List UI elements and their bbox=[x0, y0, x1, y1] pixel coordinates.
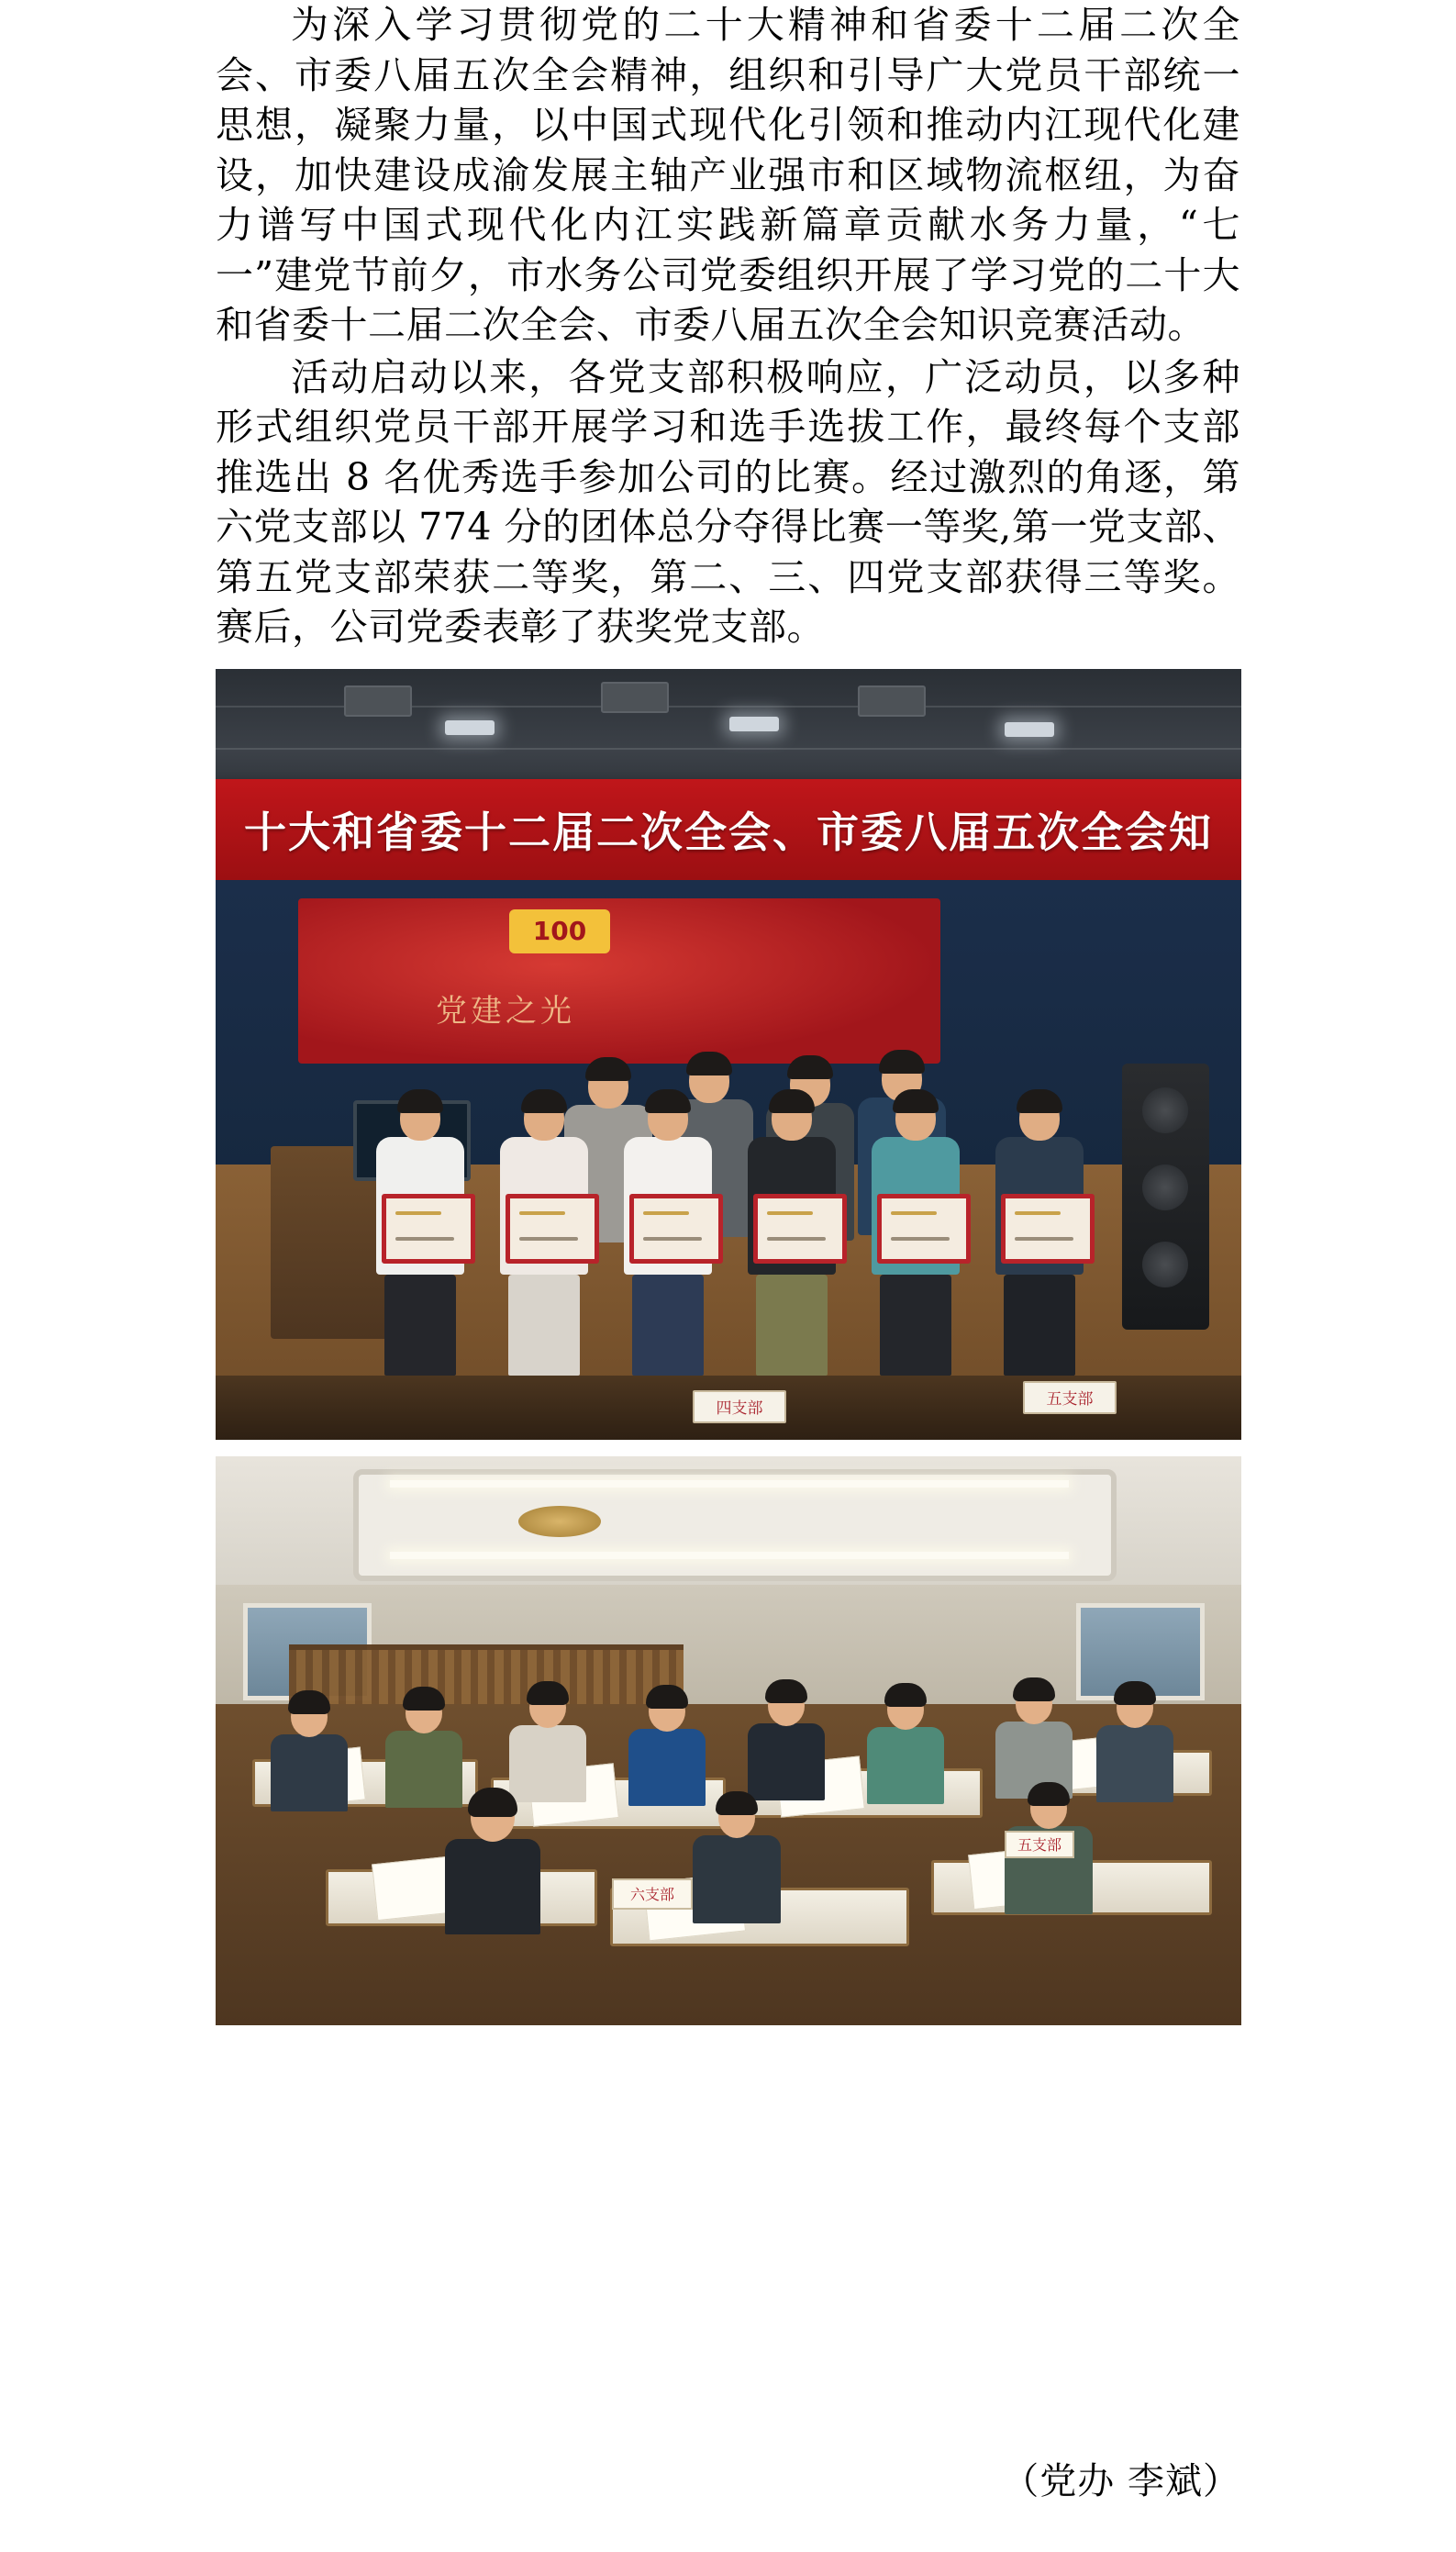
banner-text: 十大和省委十二届二次全会、市委八届五次全会知 bbox=[244, 807, 1213, 857]
certificate bbox=[382, 1194, 475, 1264]
stage-banner bbox=[216, 779, 1241, 880]
participant bbox=[271, 1697, 348, 1811]
participant bbox=[748, 1686, 825, 1800]
party-anniversary-logo: 100 bbox=[509, 909, 610, 953]
awardee bbox=[872, 1095, 960, 1376]
participant bbox=[1096, 1688, 1173, 1802]
awardee bbox=[748, 1095, 836, 1376]
ceiling bbox=[216, 1456, 1241, 1594]
stage-backdrop bbox=[298, 898, 940, 1064]
author-signature: （党办 李斌） bbox=[1002, 2460, 1240, 2502]
loudspeaker bbox=[1122, 1064, 1209, 1330]
participant bbox=[445, 1794, 540, 1934]
desk-card: 五支部 bbox=[1005, 1831, 1074, 1858]
desk-card: 五支部 bbox=[1023, 1381, 1117, 1414]
chandelier bbox=[518, 1506, 601, 1537]
paragraph-1: 为深入学习贯彻党的二十大精神和省委十二届二次全会、市委八届五次全会精神，组织和引导广大党员干部统一思想，凝聚力量，以中国式现代化引领和推动内江现代化建设，加快建设成渝发展主轴产业强市和区域物流枢纽，为奋力谱写中国式现代化内江实践新篇章贡献水务力量，“七一”建党节前夕，市水务公司党委组织开展了学习党的二十大和省委十二届二次全会、市委八届五次全会知识竞赛活动。 bbox=[216, 3, 1240, 348]
participant bbox=[867, 1689, 944, 1804]
participant bbox=[995, 1684, 1073, 1799]
awardee bbox=[995, 1095, 1084, 1376]
awardee bbox=[500, 1095, 588, 1376]
participant bbox=[385, 1693, 462, 1808]
desk-card: 六支部 bbox=[612, 1878, 693, 1910]
paragraph-2: 活动启动以来，各党支部积极响应，广泛动员，以多种形式组织党员干部开展学习和选手选拔工作，最终每个支部推选出 8 名优秀选手参加公司的比赛。经过激烈的角逐，第六党支部以 774 分的团体总分夺得比赛一等奖,第一党支部、第五党支部荣获二等奖，第二、三、四党支部获得三等奖。赛后，公司党委表彰了获奖党支部。 bbox=[216, 354, 1240, 650]
certificate bbox=[629, 1194, 723, 1264]
article-body bbox=[216, 0, 1240, 652]
awardee bbox=[624, 1095, 712, 1376]
participant bbox=[693, 1798, 781, 1923]
award-ceremony-photo bbox=[216, 669, 1241, 1440]
certificate bbox=[1001, 1194, 1095, 1264]
participant bbox=[628, 1691, 706, 1806]
participant bbox=[509, 1688, 586, 1802]
backdrop-subtitle: 党建之光 bbox=[436, 992, 575, 1030]
certificate bbox=[877, 1194, 971, 1264]
awardee bbox=[376, 1095, 464, 1376]
certificate bbox=[753, 1194, 847, 1264]
exam-room-photo bbox=[216, 1456, 1241, 2025]
certificate bbox=[506, 1194, 599, 1264]
desk-card: 四支部 bbox=[693, 1390, 786, 1423]
